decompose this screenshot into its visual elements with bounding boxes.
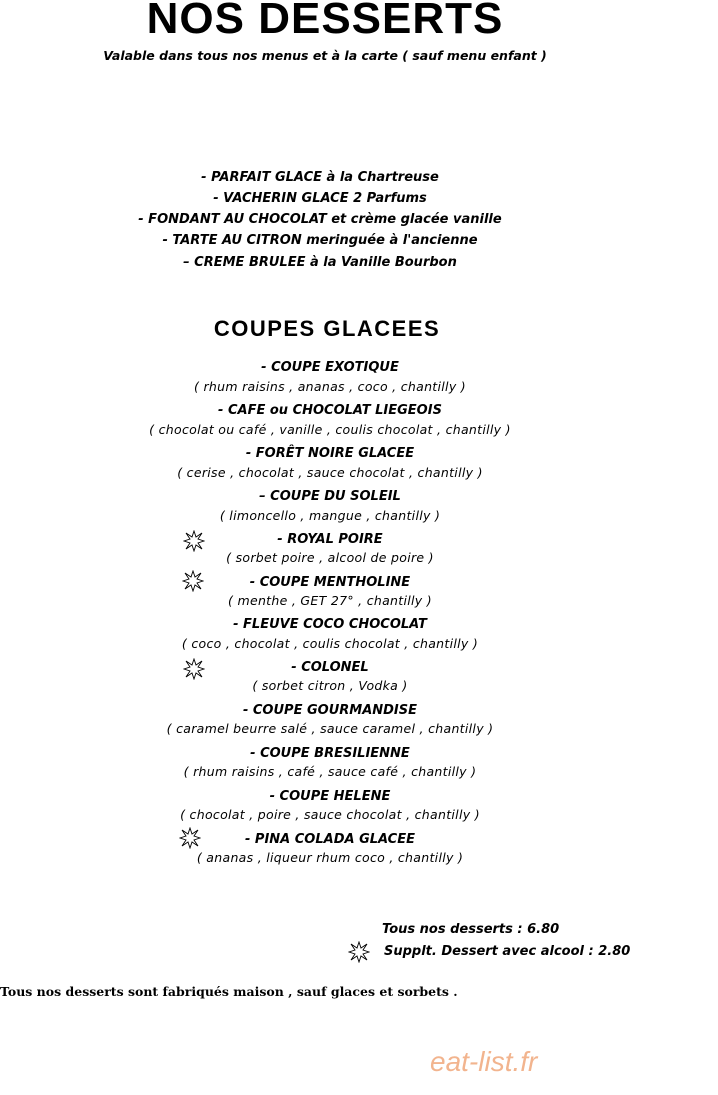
coupe-name: - COUPE MENTHOLINE — [249, 575, 411, 590]
coupe-description: ( caramel beurre salé , sauce caramel , chantilly ) — [166, 721, 494, 736]
coupe-name: - PINA COLADA GLACEE — [245, 832, 415, 847]
page-title: NOS DESSERTS — [146, 0, 504, 43]
coupe-description: ( rhum raisins , ananas , coco , chantilly ) — [194, 379, 466, 394]
coupe-description: ( sorbet poire , alcool de poire ) — [226, 550, 434, 565]
section-title: COUPES GLACEES — [213, 316, 441, 341]
dessert-item: - TARTE AU CITRON meringuée à l'ancienne — [162, 233, 478, 248]
coupe-name: - COUPE EXOTIQUE — [261, 360, 399, 375]
price-alcohol-supplement: Supplt. Dessert avec alcool : 2.80 — [384, 944, 631, 959]
coupe-description: ( ananas , liqueur rhum coco , chantilly ) — [196, 850, 464, 865]
coupe-name: – COUPE DU SOLEIL — [259, 489, 401, 504]
coupe-name: - COLONEL — [291, 660, 369, 675]
coupe-name: - COUPE HELENE — [269, 789, 391, 804]
coupe-description: ( cerise , chocolat , sauce chocolat , chantilly ) — [177, 465, 483, 480]
price-all-desserts: Tous nos desserts : 6.80 — [382, 922, 560, 937]
coupe-name: - CAFE ou CHOCOLAT LIEGEOIS — [218, 403, 442, 418]
starburst-icon — [348, 941, 370, 963]
dessert-item: - PARFAIT GLACE à la Chartreuse — [201, 170, 439, 185]
coupe-description: ( chocolat ou café , vanille , coulis chocolat , chantilly ) — [149, 422, 511, 437]
dessert-item: - FONDANT AU CHOCOLAT et crème glacée vanille — [138, 212, 502, 227]
dessert-item: – CREME BRULEE à la Vanille Bourbon — [183, 255, 457, 270]
coupe-name: - FORÊT NOIRE GLACEE — [245, 446, 415, 461]
coupe-name: - FLEUVE COCO CHOCOLAT — [233, 617, 427, 632]
coupe-name: - COUPE BRESILIENNE — [250, 746, 410, 761]
watermark: eat-list.fr — [430, 1046, 538, 1077]
footer-note: Tous nos desserts sont fabriqués maison , sauf glaces et sorbets . — [0, 984, 458, 999]
coupe-description: ( chocolat , poire , sauce chocolat , chantilly ) — [180, 807, 480, 822]
coupe-description: ( coco , chocolat , coulis chocolat , chantilly ) — [181, 636, 479, 651]
coupe-description: ( sorbet citron , Vodka ) — [252, 678, 408, 693]
coupe-description: ( menthe , GET 27° , chantilly ) — [228, 593, 432, 608]
page-subtitle: Valable dans tous nos menus et à la carte ( sauf menu enfant ) — [103, 48, 547, 63]
coupe-description: ( limoncello , mangue , chantilly ) — [219, 508, 441, 523]
coupe-name: - ROYAL POIRE — [277, 532, 383, 547]
coupe-name: - COUPE GOURMANDISE — [242, 703, 418, 718]
coupe-description: ( rhum raisins , café , sauce café , chantilly ) — [183, 764, 477, 779]
dessert-item: - VACHERIN GLACE 2 Parfums — [213, 191, 427, 206]
